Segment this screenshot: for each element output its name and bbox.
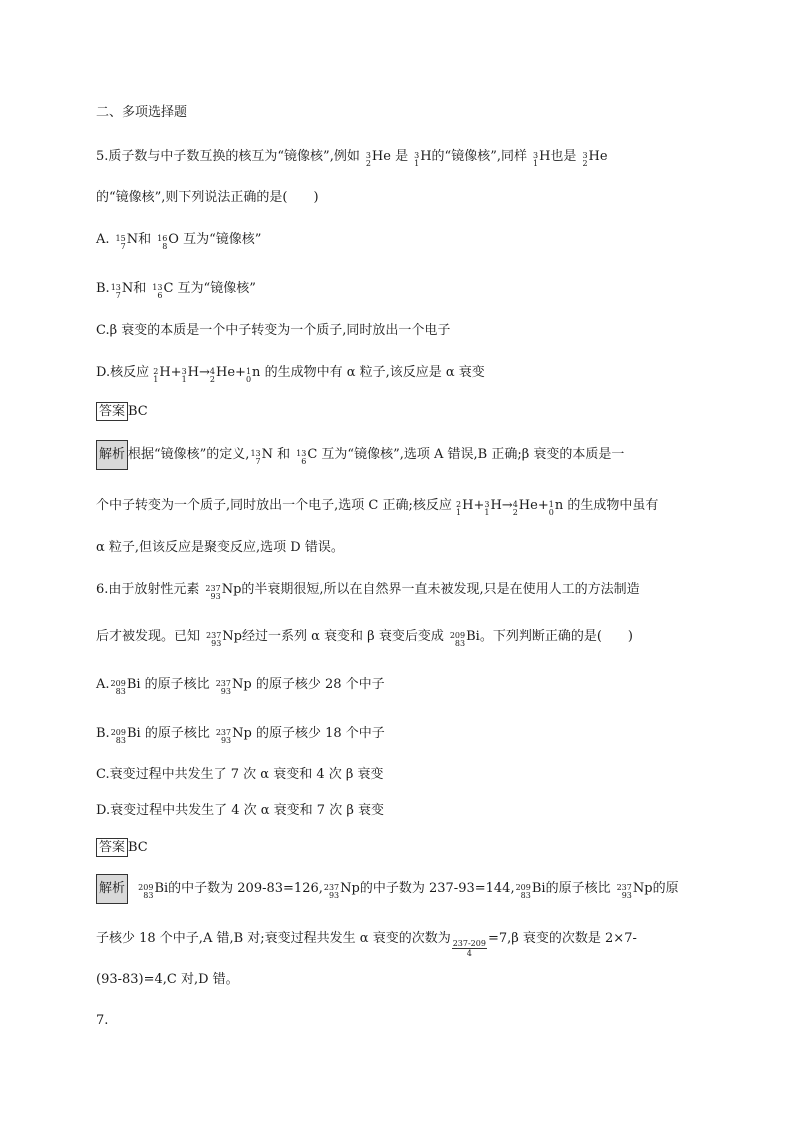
- q6-stem-line1: 6.由于放射性元素 237 93 Np的半衰期很短,所以在自然界一直未被发现,只是在使用人工的方法制造: [96, 582, 640, 601]
- nuclide-bi209: 209 83 Bi: [138, 881, 169, 900]
- nuclide-he3: 3 2 He: [365, 149, 391, 168]
- plus-operator: +: [170, 365, 182, 380]
- plus-operator: +: [537, 498, 549, 513]
- q5-analysis-line3: α 粒子,但该反应是聚变反应,选项 D 错误。: [96, 540, 344, 555]
- nuclide-n13: 13 7: [250, 449, 261, 466]
- nuclide-h2: 2 1 H: [456, 498, 474, 517]
- answer-value: BC: [128, 840, 148, 855]
- nuclide-h3: 3 1 H: [414, 149, 432, 168]
- nuclide-c13: 13 6: [296, 449, 307, 466]
- fraction: $\frac{237-209}{4}$: [452, 939, 486, 958]
- nuclide-n13: 13 7 N: [110, 281, 134, 300]
- q5-option-b: B. 13 7 N和 13 6 C 互为“镜像核”: [96, 281, 256, 300]
- nuclide-he4: 4 2 He: [209, 365, 236, 384]
- q5-analysis-line1: 解析 根据“镜像核”的定义, 13 7 N 和 13 6 C 互为“镜像核”,选项 A 错误,B 正确;β 衰变的本质是一: [96, 440, 624, 470]
- nuclide-he3: 3 2 He: [582, 149, 608, 168]
- nuclide-np237: 237 93 Np: [215, 677, 252, 696]
- q6-analysis-line1: 解析 209 83 Bi的中子数为 209-83=126, 237 93 Np的中子数为 237-93=144, 209 83 Bi的原子核比 237 93 Np的原: [96, 874, 679, 904]
- q6-analysis-line3: (93-83)=4,C 对,D 错。: [96, 972, 239, 987]
- q6-option-c: C.衰变过程中共发生了 7 次 α 衰变和 4 次 β 衰变: [96, 767, 384, 782]
- nuclide-c13: 13 6 C: [152, 281, 174, 300]
- q5-option-c: C.β 衰变的本质是一个中子转变为一个质子,同时放出一个电子: [96, 323, 451, 338]
- q5-stem-line2: 的“镜像核”,则下列说法正确的是( ): [96, 190, 319, 205]
- q6-analysis-line2: 子核少 18 个中子,A 错,B 对;衰变过程共发生 α 衰变的次数为 $\frac{237-209}{4}$ =7,β 衰变的次数是 2×7-: [96, 931, 637, 958]
- q6-answer: [96, 838, 148, 857]
- q7-label: 7.: [96, 1013, 109, 1028]
- q6-stem-line2: 后才被发现。已知 237 93 Np经过一系列 α 衰变和 β 衰变后变成 209 83 Bi。下列判断正确的是( ): [96, 629, 633, 648]
- nuclide-np237: 237 93 Np: [206, 629, 242, 648]
- nuclide-he4: 4 2 He: [512, 498, 538, 517]
- nuclide-bi209: 209 83 Bi: [515, 881, 546, 900]
- q5-option-d: D.核反应 2 1 H+ 3 1 H→ 4 2 He+ 1 0 n 的生成物中有 α 粒子,该反应是 α 衰变: [96, 365, 485, 384]
- nuclide-o16: 16 8 O: [157, 232, 179, 251]
- answer-label: 答案: [96, 402, 128, 421]
- nuclear-reaction-equation: [456, 498, 564, 517]
- reaction-arrow-icon: →: [199, 365, 210, 380]
- q5-analysis-line2: 个中子转变为一个质子,同时放出一个电子,选项 C 正确;核反应 2 1 H+ 3 1 H→ 4 2 He+ 1 0 n 的生成物中虽有: [96, 498, 659, 517]
- nuclide-np237: 237 93 Np: [205, 582, 242, 601]
- q6-option-d: D.衰变过程中共发生了 4 次 α 衰变和 7 次 β 衰变: [96, 803, 384, 818]
- nuclide-np237: 237 93 Np: [215, 726, 252, 745]
- q5-stem-text: 5.质子数与中子数互换的核互为“镜像核”,例如: [96, 149, 360, 164]
- section-title: 二、多项选择题: [96, 105, 188, 120]
- nuclide-h2: 2 1 H: [153, 365, 171, 384]
- analysis-label: 解析: [96, 440, 128, 470]
- nuclide-np237: 237 93 Np: [323, 881, 360, 900]
- nuclear-reaction-equation: [153, 365, 261, 384]
- q6-option-a: A. 209 83 Bi 的原子核比 237 93 Np 的原子核少 28 个中子: [96, 677, 385, 696]
- nuclide-bi209: 209 83 Bi: [110, 726, 141, 745]
- q5-stem-line1: 5.质子数与中子数互换的核互为“镜像核”,例如 3 2 He 是 3 1 H的“镜像核”,同样 3 1 H也是 3 2 He: [96, 149, 608, 168]
- nuclide-h3: 3 1 H: [181, 365, 200, 384]
- q5-answer: [96, 402, 148, 421]
- nuclide-bi209: 209 83 Bi: [449, 629, 480, 648]
- nuclide-h3: 3 1 H: [532, 149, 551, 168]
- answer-value: BC: [128, 404, 148, 419]
- nuclide-bi209: 209 83 Bi: [110, 677, 141, 696]
- plus-operator: +: [473, 498, 485, 513]
- nuclide-h3: 3 1 H: [484, 498, 502, 517]
- q6-option-b: B. 209 83 Bi 的原子核比 237 93 Np 的原子核少 18 个中子: [96, 726, 385, 745]
- nuclide-n15: 15 7 N: [115, 232, 139, 251]
- nuclide-n1: 1 0 n: [548, 498, 564, 517]
- nuclide-np237: 237 93 Np: [616, 881, 653, 900]
- reaction-arrow-icon: →: [501, 498, 513, 513]
- nuclide-n1: 1 0 n: [245, 365, 261, 384]
- analysis-label: 解析: [96, 874, 128, 904]
- answer-label: 答案: [96, 838, 128, 857]
- q5-option-a: A. 15 7 N和 16 8 O 互为“镜像核”: [96, 232, 262, 251]
- plus-operator: +: [235, 365, 246, 380]
